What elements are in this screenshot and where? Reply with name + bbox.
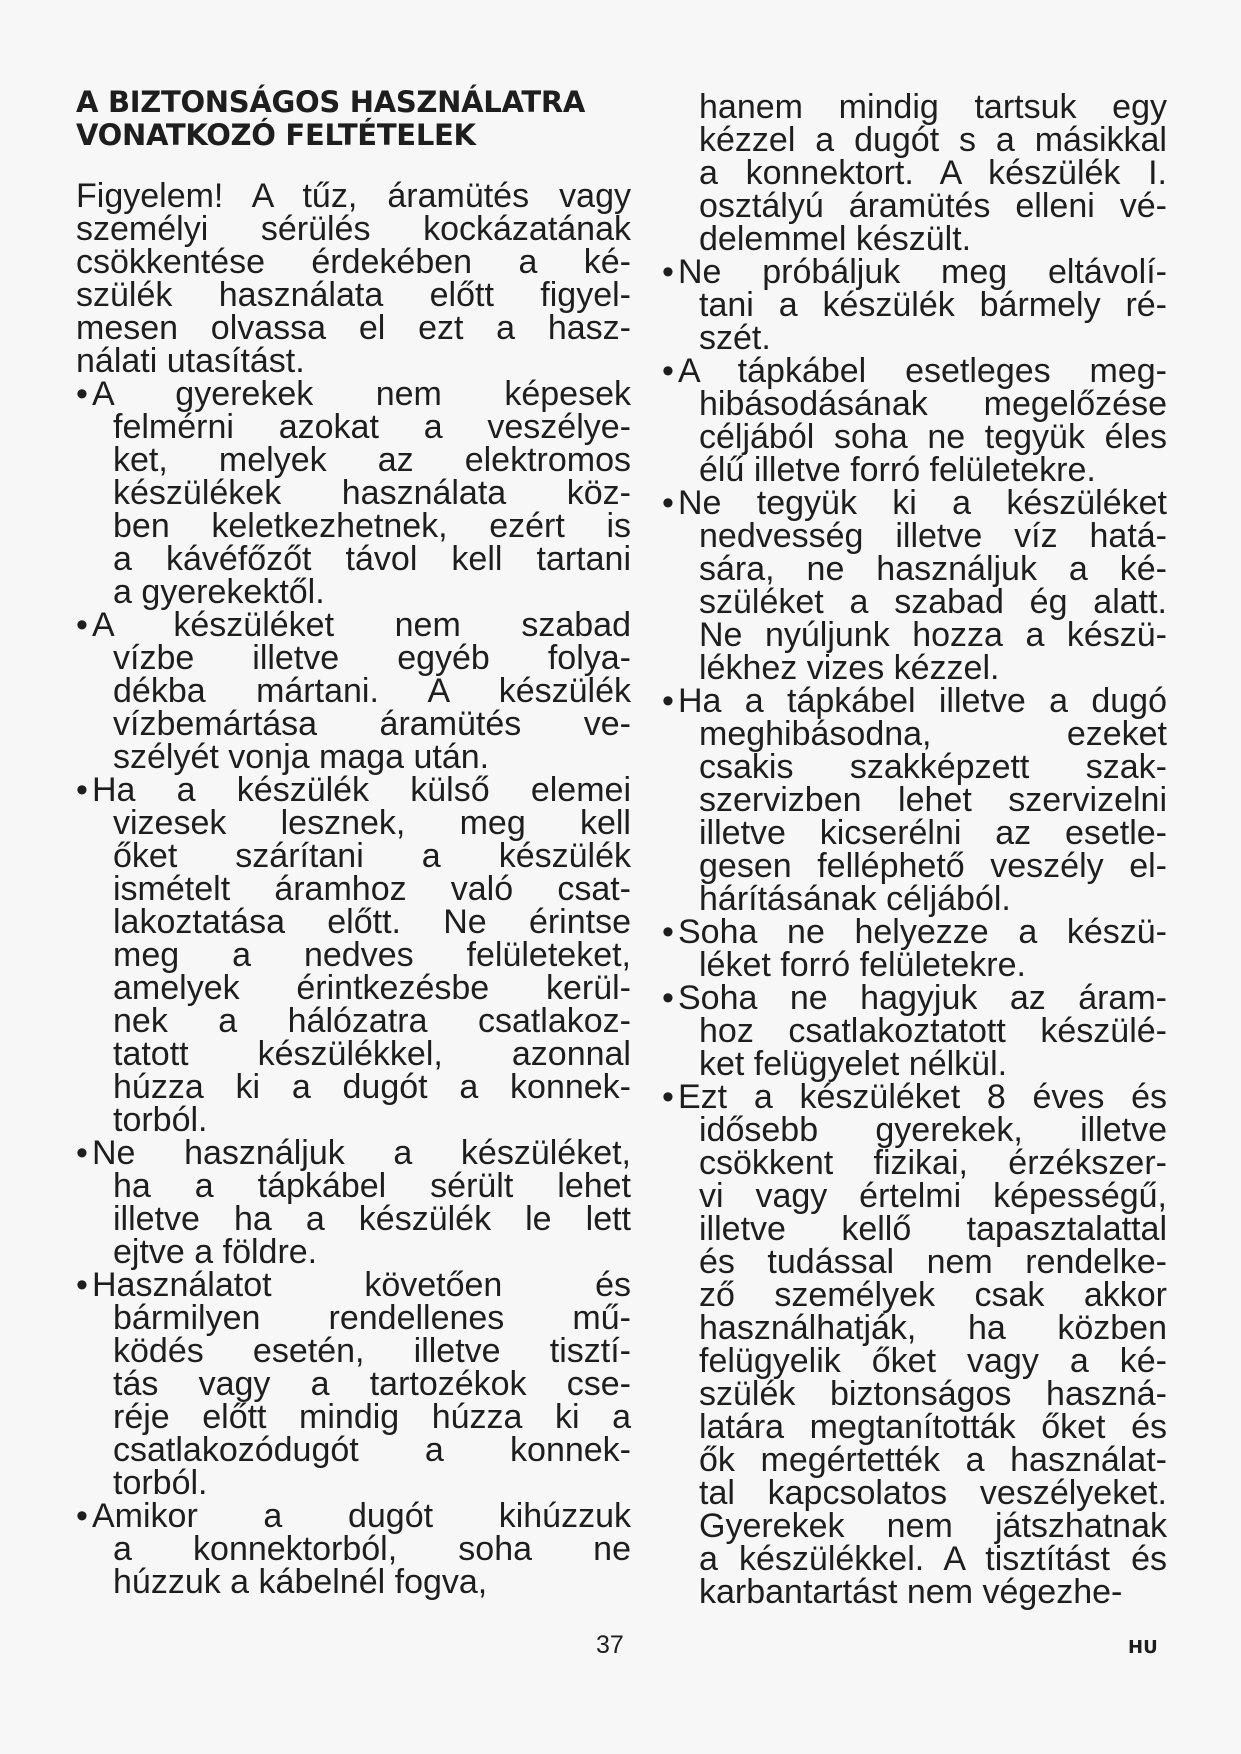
text-line: delemmel készült. (699, 220, 972, 258)
bullet-icon (662, 916, 678, 949)
text-line: használhatják, ha közben (699, 1309, 1167, 1347)
text-line: nek a hálózatra csatlakoz- (113, 1002, 631, 1040)
left-safety-list (76, 375, 631, 1601)
text-line: tatott készülékkel, azonnal (113, 1035, 631, 1073)
text-line: Ne próbáljuk meg eltávolí- (678, 253, 1167, 291)
text-line: hárításának céljából. (699, 880, 1011, 918)
text-line: osztályú áramütés elleni vé- (699, 187, 1167, 225)
text-line: réje előtt mindig húzza ki a (113, 1398, 631, 1436)
text-line: illetve ha a készülék le lett (113, 1200, 631, 1238)
text-line: a kávéfőzőt távol kell tartani (113, 540, 631, 578)
bullet-icon (76, 378, 92, 411)
text-line: a készülékkel. A tisztítást és (699, 1540, 1167, 1578)
text-line: szülék használata előtt figyel- (76, 276, 631, 314)
text-line: A gyerekek nem képesek (92, 375, 631, 413)
text-line: csakis szakképzett szak- (699, 748, 1167, 786)
bullet-icon (662, 487, 678, 520)
text-line: meghibásodna, ezeket (699, 715, 1167, 753)
text-line: felügyelik őket vagy a ké- (699, 1342, 1167, 1380)
text-line: csökkentése érdekében a ké- (76, 243, 631, 281)
bullet-icon (76, 1500, 92, 1533)
text-line: dékba mártani. A készülék (113, 672, 631, 710)
text-line: csatlakozódugót a konnek- (113, 1431, 631, 1469)
heading-line: VONATKOZÓ FELTÉTELEK (76, 118, 476, 152)
text-line: csökkent fizikai, érzékszer- (699, 1144, 1167, 1182)
text-line: Ne használjuk a készüléket, (92, 1134, 631, 1172)
heading-line: A BIZTONSÁGOS HASZNÁLATRA (76, 85, 586, 119)
text-line: A tápkábel esetleges meg- (678, 352, 1167, 390)
text-line: és tudással nem rendelke- (699, 1243, 1167, 1281)
text-line: tal kapcsolatos veszélyeket. (699, 1474, 1167, 1512)
text-line: szülék biztonságos haszná- (699, 1375, 1167, 1413)
text-line: vízbemártása áramütés ve- (113, 705, 631, 743)
bullet-icon (662, 355, 678, 388)
section-heading (76, 86, 636, 152)
list-item (76, 1134, 631, 1271)
text-line: vi vagy értelmi képességű, (699, 1177, 1167, 1215)
text-line: szét. (699, 319, 771, 357)
continued-paragraph (662, 88, 1167, 258)
text-line: készülékek használata köz- (113, 474, 631, 512)
list-item (76, 1497, 631, 1601)
text-line: hoz csatlakoztatott készülé- (699, 1012, 1167, 1050)
text-line: szervizben lehet szervizelni (699, 781, 1167, 819)
text-line: Amikor a dugót kihúzzuk (92, 1497, 631, 1535)
text-line: szüléket a szabad ég alatt. (699, 583, 1167, 621)
list-item (76, 606, 631, 776)
list-item (662, 253, 1167, 357)
text-line: őket szárítani a készülék (113, 837, 631, 875)
text-line: Gyerekek nem játszhatnak (699, 1507, 1167, 1545)
intro-paragraph (76, 177, 631, 380)
text-line: nálati utasítást. (76, 342, 305, 380)
bullet-icon (662, 982, 678, 1015)
text-line: ők megértették a használat- (699, 1441, 1167, 1479)
list-item (662, 484, 1167, 687)
text-line: vízbe illetve egyéb folya- (113, 639, 631, 677)
text-line: kézzel a dugót s a másikkal (699, 121, 1167, 159)
text-line: illetve kellő tapasztalattal (699, 1210, 1167, 1248)
bullet-icon (76, 774, 92, 807)
text-line: latára megtanították őket és (699, 1408, 1167, 1446)
text-line: lakoztatása előtt. Ne érintse (113, 903, 631, 941)
text-line: bármilyen rendellenes mű- (113, 1299, 631, 1337)
text-line: a gyerekektől. (113, 573, 325, 611)
text-line: Használatot követően és (92, 1266, 631, 1304)
language-code: HU (1128, 1637, 1158, 1658)
text-line: meg a nedves felületeket, (113, 936, 631, 974)
bullet-icon (76, 1269, 92, 1302)
bullet-icon (662, 685, 678, 718)
text-line: tás vagy a tartozékok cse- (113, 1365, 631, 1403)
text-line: ket felügyelet nélkül. (699, 1045, 1008, 1083)
text-line: torból. (113, 1464, 208, 1502)
text-line: húzzuk a kábelnél fogva, (113, 1563, 488, 1601)
text-line: A készüléket nem szabad (92, 606, 631, 644)
text-line: Ne nyúljunk hozza a készü- (699, 616, 1167, 654)
list-item (662, 979, 1167, 1083)
list-item (662, 682, 1167, 918)
text-line: ejtve a földre. (113, 1233, 318, 1271)
list-item (662, 1078, 1167, 1611)
text-line: a konnektorból, soha ne (113, 1530, 631, 1568)
text-line: ha a tápkábel sérült lehet (113, 1167, 631, 1205)
text-line: ismételt áramhoz való csat- (113, 870, 631, 908)
text-line: ző személyek csak akkor (699, 1276, 1167, 1314)
list-item (662, 913, 1167, 984)
text-line: gesen felléphető veszély el- (699, 847, 1167, 885)
text-line: sára, ne használjuk a ké- (699, 550, 1167, 588)
text-line: nedvesség illetve víz hatá- (699, 517, 1167, 555)
text-line: Ne tegyük ki a készüléket (678, 484, 1167, 522)
text-line: karbantartást nem végezhe- (699, 1573, 1123, 1611)
text-line: idősebb gyerekek, illetve (699, 1111, 1167, 1149)
text-line: Soha ne helyezze a készü- (678, 913, 1167, 951)
page-number: 37 (596, 1631, 624, 1659)
text-line: vizesek lesznek, meg kell (113, 804, 631, 842)
text-line: hanem mindig tartsuk egy (699, 88, 1167, 126)
text-line: Figyelem! A tűz, áramütés vagy (76, 177, 631, 215)
list-item (662, 352, 1167, 489)
list-item (76, 375, 631, 611)
text-line: lékhez vizes kézzel. (699, 649, 1000, 687)
text-line: ben keletkezhetnek, ezért is (113, 507, 631, 545)
text-line: Soha ne hagyjuk az áram- (678, 979, 1167, 1017)
text-line: élű illetve forró felületekre. (699, 451, 1096, 489)
text-line: ködés esetén, illetve tisztí- (113, 1332, 631, 1370)
text-line: amelyek érintkezésbe kerül- (113, 969, 631, 1007)
text-line: személyi sérülés kockázatának (76, 210, 631, 248)
text-line: szélyét vonja maga után. (113, 738, 490, 776)
text-line: illetve kicserélni az esetle- (699, 814, 1167, 852)
text-line: Ha a készülék külső elemei (92, 771, 631, 809)
bullet-icon (76, 1137, 92, 1170)
text-line: tani a készülék bármely ré- (699, 286, 1167, 324)
text-line: a konnektort. A készülék I. (699, 154, 1167, 192)
text-line: céljából soha ne tegyük éles (699, 418, 1167, 456)
text-line: ket, melyek az elektromos (113, 441, 631, 479)
text-line: mesen olvassa el ezt a hasz- (76, 309, 631, 347)
text-line: hibásodásának megelőzése (699, 385, 1167, 423)
list-item (76, 1266, 631, 1502)
text-line: léket forró felületekre. (699, 946, 1026, 984)
text-line: felmérni azokat a veszélye- (113, 408, 631, 446)
text-line: torból. (113, 1101, 208, 1139)
right-safety-list (662, 253, 1167, 1611)
list-item (76, 771, 631, 1139)
bullet-icon (662, 256, 678, 289)
text-line: húzza ki a dugót a konnek- (113, 1068, 631, 1106)
bullet-icon (76, 609, 92, 642)
bullet-icon (662, 1081, 678, 1114)
text-line: Ha a tápkábel illetve a dugó (678, 682, 1167, 720)
text-line: Ezt a készüléket 8 éves és (678, 1078, 1167, 1116)
